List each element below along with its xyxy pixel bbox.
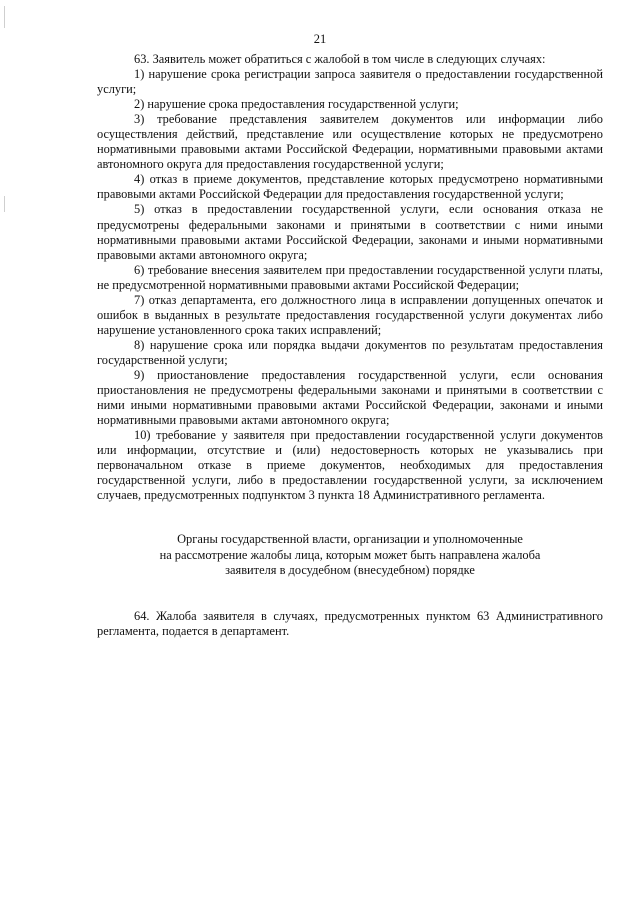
paragraph: 1) нарушение срока регистрации запроса заявителя о предоставлении государственной услуги; — [97, 67, 603, 97]
scan-edge-mark — [4, 6, 5, 28]
paragraph: 10) требование у заявителя при предоставлении государственной услуги документов или информации, отсутствие и (или) недостоверность которых не указывались при первоначальном отказе в приеме документов, необходимых для предоставления государственной услуги, либо в предоставлении государственной услуги, за исключением случаев, предусмотренных подпунктом 3 пункта 18 Административного регламента. — [97, 428, 603, 503]
paragraph: 63. Заявитель может обратиться с жалобой в том числе в следующих случаях: — [134, 52, 546, 66]
heading-line: на рассмотрение жалобы лица, которым может быть направлена жалоба — [159, 547, 541, 562]
heading-line: заявителя в досудебном (внесудебном) порядке — [225, 563, 475, 578]
section-heading — [97, 532, 603, 579]
paragraph: 5) отказ в предоставлении государственной услуги, если основания отказа не предусмотрены федеральными законами и принятыми в соответствии с ними иными нормативными правовыми актами Российской Федерации, законами и иными нормативными правовыми актами автономного округа; — [97, 202, 603, 262]
paragraph: 9) приостановление предоставления государственной услуги, если основания приостановления не предусмотрены федеральными законами и принятыми в соответствии с ними иными нормативными правовыми актами Российской Федерации, законами и иными нормативными правовыми актами автономного округа; — [97, 367, 603, 428]
scan-edge-mark — [4, 196, 5, 212]
paragraph: 2) нарушение срока предоставления государственной услуги; — [134, 97, 459, 112]
paragraph: 7) отказ департамента, его должностного лица в исправлении допущенных опечаток и ошибок в выданных в результате предоставления государственной услуги документах либо нарушение установленного срока таких исправлений; — [97, 292, 603, 337]
paragraph-final: 64. Жалоба заявителя в случаях, предусмотренных пунктом 63 Административного регламента, подается в департамент. — [97, 608, 603, 638]
paragraph: 6) требование внесения заявителем при предоставлении государственной услуги платы, не предусмотренной нормативными правовыми актами Российской Федерации; — [97, 262, 603, 292]
page-number: 21 — [313, 32, 327, 46]
paragraph: 8) нарушение срока или порядка выдачи документов по результатам предоставления государственной услуги; — [97, 337, 603, 367]
heading-line: Органы государственной власти, организации и уполномоченные — [177, 532, 523, 547]
paragraph: 4) отказ в приеме документов, представление которых предусмотрено нормативными правовыми актами Российской Федерации для предоставления государственной услуги; — [97, 172, 603, 202]
document-body — [97, 52, 603, 639]
paragraph: 3) требование представления заявителем документов или информации либо осуществления действий, представление или осуществление которых не предусмотрено нормативными правовыми актами Российской Федерации, нормативными правовыми актами автономного округа для предоставления государственной услуги; — [97, 112, 603, 172]
